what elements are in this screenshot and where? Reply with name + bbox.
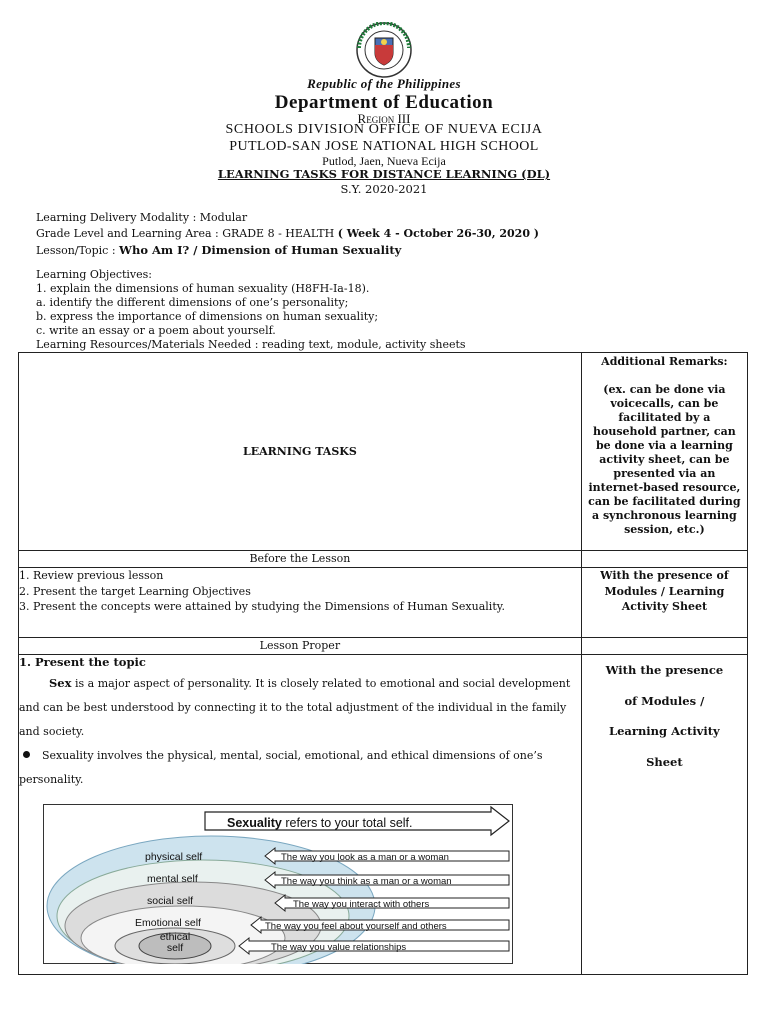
empty-cell [581,638,747,655]
remark-line: With the presence [605,663,724,677]
objectives-heading: Learning Objectives: [36,268,153,281]
school-address: Putlod, Jaen, Nueva Ecija [322,154,446,168]
lesson-prefix: Lesson/Topic : [36,244,120,257]
lesson-title: Who Am I? / Dimension of Human Sexuality [119,243,402,257]
dimension-description: The way you value relationships [271,942,407,953]
lesson-proper-label: Lesson Proper [19,638,582,655]
step-item: 1. Review previous lesson [19,569,164,582]
dimension-description: The way you feel about yourself and others [265,921,447,932]
school-year: S.Y. 2020-2021 [340,182,428,196]
diagram-heading-rest: refers to your total self. [281,816,413,830]
dimension-description: The way you interact with others [293,899,430,910]
deped-seal-logo [346,22,422,78]
before-lesson-label: Before the Lesson [19,551,582,568]
remark-line: Learning Activity [609,724,720,738]
remarks-body: (ex. can be done via voicecalls, can be facilitated by a household partner, can be done via a learning activity sheet, can be presented via an internet-based resource, can be facilitated during a synchronous learning session, etc.) [588,383,741,536]
grade-week: ( Week 4 - October 26-30, 2020 ) [337,227,540,240]
objective-item: 1. explain the dimensions of human sexuality (H8FH-Ia-18). [36,282,370,295]
sex-term: Sex [49,676,72,690]
self-label: social self [147,895,194,907]
school-name: PUTLOD-SAN JOSE NATIONAL HIGH SCHOOL [229,139,539,154]
learning-tasks-header: LEARNING TASKS [19,353,582,551]
objective-item: b. express the importance of dimensions on human sexuality; [36,310,379,323]
lesson-proper-content [19,655,582,975]
step-item: 3. Present the concepts were attained by studying the Dimensions of Human Sexuality. [19,600,505,613]
learning-tasks-table [18,352,748,975]
diagram-heading [227,816,413,830]
grade-area: Grade Level and Learning Area : GRADE 8 - HEALTH [36,227,338,240]
remark-line: of Modules / [624,693,705,708]
remarks-header [581,353,747,551]
self-label: mental self [147,873,198,885]
sex-definition: is a major aspect of personality. It is closely related to emotional and social development and can be best understood by connecting it to the total adjustment of the individual in the family and society. [19,677,571,738]
bullet-icon [23,751,30,758]
objective-item: a. identify the different dimensions of one’s personality; [36,296,349,309]
department-title: Department of Education [274,92,494,113]
dimension-description: The way you look as a man or a woman [281,852,449,863]
lesson-proper-remark [581,655,747,975]
before-lesson-steps [19,568,582,638]
present-topic-heading: 1. Present the topic [19,655,146,669]
before-lesson-remark: With the presence of Modules / Learning Activity Sheet [581,568,747,638]
objective-item: c. write an essay or a poem about yourself. [36,324,276,337]
diagram-heading-bold: Sexuality [227,816,282,830]
self-label: ethical self [159,931,191,954]
sexuality-diagram [43,804,513,964]
remarks-title: Additional Remarks: [601,355,728,368]
republic-line: Republic of the Philippines [307,76,461,91]
self-label: physical self [145,851,203,863]
learning-resources: Learning Resources/Materials Needed : reading text, module, activity sheets [36,338,466,351]
bullet-text: Sexuality involves the physical, mental, social, emotional, and ethical dimensions of one’s personality. [19,749,543,786]
region-label: Region III [357,111,411,126]
sex-paragraph [19,671,581,744]
self-label: Emotional self [135,917,201,929]
bullet-item [19,744,581,792]
document-title: LEARNING TASKS FOR DISTANCE LEARNING (DL) [217,167,551,181]
grade-level [36,227,539,240]
division-office: SCHOOLS DIVISION OFFICE OF NUEVA ECIJA [225,122,543,137]
remark-line: Sheet [646,754,683,769]
dimension-description: The way you think as a man or a woman [281,876,452,887]
lesson-topic [36,243,401,257]
step-item: 2. Present the target Learning Objectives [19,584,251,598]
delivery-modality: Learning Delivery Modality : Modular [36,211,248,224]
empty-cell [581,551,747,568]
